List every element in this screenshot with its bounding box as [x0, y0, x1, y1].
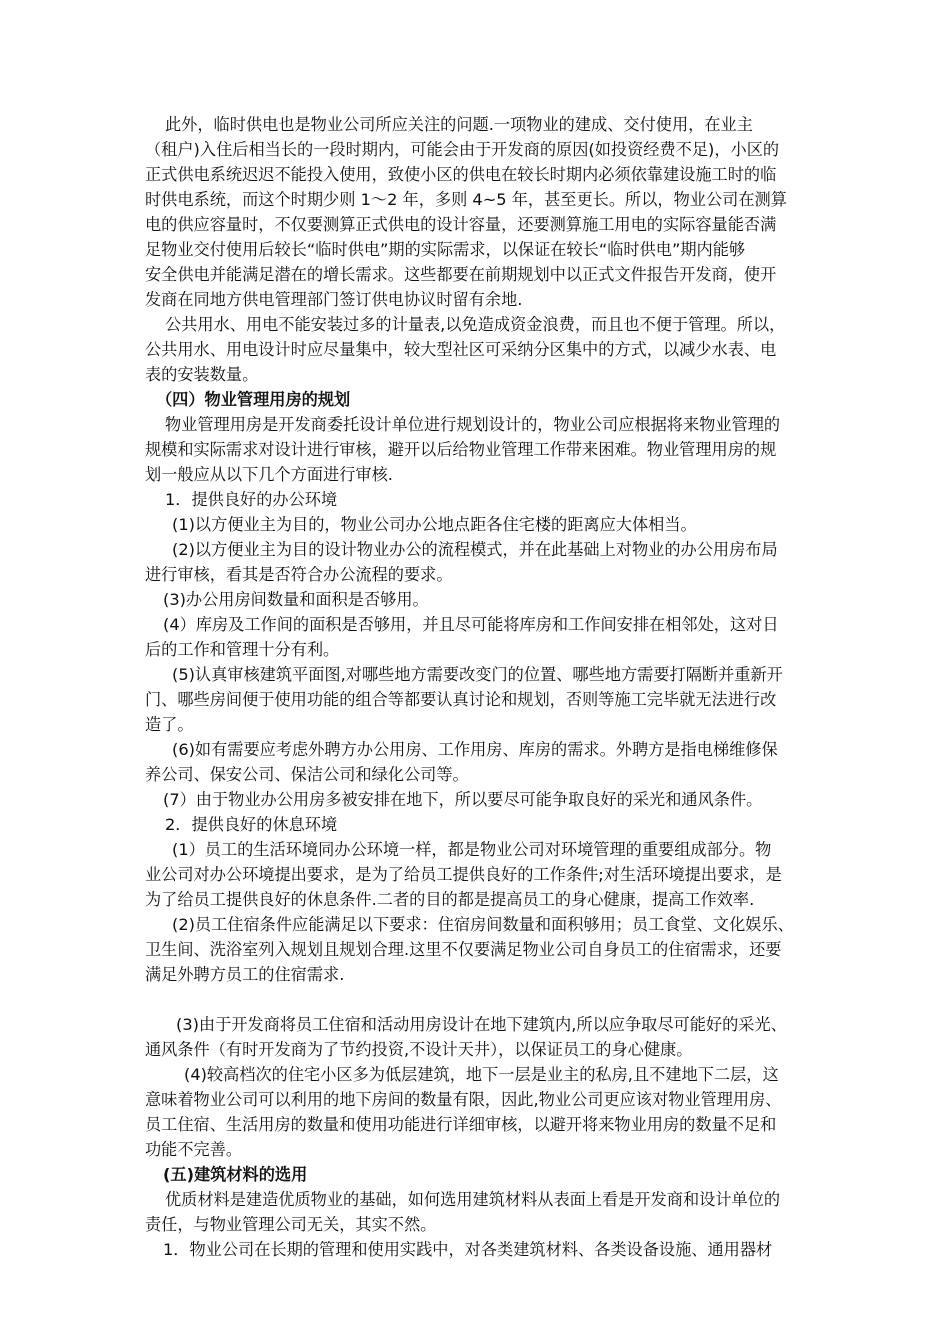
paragraph-line: 功能不完善。: [145, 1140, 243, 1159]
paragraph-line: (2)以方便业主为目的设计物业办公的流程模式，并在此基础上对物业的办公用房布局: [172, 540, 778, 559]
section-heading: （四）物业管理用房的规划: [156, 390, 351, 409]
paragraph-line: 后的工作和管理十分有利。: [145, 640, 340, 659]
paragraph-line: 安全供电并能满足潜在的增长需求。这些都要在前期规划中以正式文件报告开发商，使开: [145, 265, 777, 284]
paragraph-line: 公共用水、用电不能安装过多的计量表,以免造成资金浪费，而且也不便于管理。所以，: [165, 315, 786, 334]
paragraph-line: (1）员工的生活环境同办公环境一样，都是物业公司对环境管理的重要组成部分。物: [172, 840, 772, 859]
paragraph-line: 规模和实际需求对设计进行审核，避开以后给物业管理工作带来困难。物业管理用房的规: [145, 440, 777, 459]
paragraph-line: 门、哪些房间便于使用功能的组合等都要认真讨论和规划，否则等施工完毕就无法进行改: [145, 690, 777, 709]
paragraph-line: (7）由于物业办公用房多被安排在地下，所以要尽可能争取良好的采光和通风条件。: [163, 790, 763, 809]
paragraph-line: （租户)入住后相当长的一段时期内，可能会由于开发商的原因(如投资经费不足)，小区的: [145, 140, 780, 159]
paragraph-line: 员工住宿、生活用房的数量和使用功能进行详细审核，以避开将来物业用房的数量不足和: [145, 1115, 777, 1134]
paragraph-line: 养公司、保安公司、保洁公司和绿化公司等。: [145, 765, 469, 784]
paragraph-line: 卫生间、洗浴室列入规划且规划合理.这里不仅要满足物业公司自身员工的住宿需求，还要: [145, 940, 782, 959]
paragraph-line: 业公司对办公环境提出要求，是为了给员工提供良好的工作条件;对生活环境提出要求，是: [145, 865, 782, 884]
section-heading: (五)建筑材料的选用: [163, 1165, 308, 1184]
paragraph-line: 正式供电系统迟迟不能投入使用，致使小区的供电在较长时期内必须依靠建设施工时的临: [145, 165, 777, 184]
paragraph-line: (6)如有需要应考虑外聘方办公用房、工作用房、库房的需求。外聘方是指电梯维修保: [172, 740, 778, 759]
paragraph-line: 优质材料是建造优质物业的基础，如何选用建筑材料从表面上看是开发商和设计单位的: [165, 1190, 781, 1209]
paragraph-line: 为了给员工提供良好的休息条件.二者的目的都是提高员工的身心健康，提高工作效率.: [145, 890, 755, 909]
paragraph-line: 责任，与物业管理公司无关，其实不然。: [145, 1215, 437, 1234]
paragraph-line: 划一般应从以下几个方面进行审核.: [145, 465, 393, 484]
paragraph-line: 满足外聘方员工的住宿需求.: [145, 965, 345, 984]
paragraph-line: (1)以方便业主为目的，物业公司办公地点距各住宅楼的距离应大体相当。: [172, 515, 697, 534]
paragraph-line: 足物业交付使用后较长“临时供电”期的实际需求，以保证在较长“临时供电”期内能够: [145, 240, 746, 259]
paragraph-line: 此外，临时供电也是物业公司所应关注的问题.一项物业的建成、交付使用，在业主: [165, 115, 753, 134]
paragraph-line: 进行审核，看其是否符合办公流程的要求。: [145, 565, 453, 584]
paragraph-line: (3)办公用房间数量和面积是否够用。: [163, 590, 429, 609]
paragraph-line: 造了。: [145, 715, 194, 734]
paragraph-line: (3)由于开发商将员工住宿和活动用房设计在地下建筑内,所以应争取尽可能好的采光、: [176, 1015, 787, 1034]
subsection-heading: 1．提供良好的办公环境: [165, 490, 338, 509]
paragraph-line: (2)员工住宿条件应能满足以下要求：住宿房间数量和面积够用；员工食堂、文化娱乐、: [172, 915, 794, 934]
paragraph-line: (4)较高档次的住宅小区多为低层建筑，地下一层是业主的私房,且不建地下二层，这: [184, 1065, 779, 1084]
paragraph-line: 发商在同地方供电管理部门签订供电协议时留有余地.: [145, 290, 523, 309]
subsection-heading: 2．提供良好的休息环境: [165, 815, 338, 834]
paragraph-line: 通风条件（有时开发商为了节约投资,不设计天井），以保证员工的身心健康。: [145, 1040, 693, 1059]
paragraph-line: 时供电系统，而这个时期少则 1～2 年，多则 4~5 年，甚至更长。所以，物业公司在测算: [145, 190, 787, 209]
paragraph-line: 物业管理用房是开发商委托设计单位进行规划设计的，物业公司应根据将来物业管理的: [165, 415, 781, 434]
paragraph-line: 公共用水、用电设计时应尽量集中，较大型社区可采纳分区集中的方式，以减少水表、电: [145, 340, 777, 359]
paragraph-line: 电的供应容量时，不仅要测算正式供电的设计容量，还要测算施工用电的实际容量能否满: [145, 215, 777, 234]
paragraph-line: 表的安装数量。: [145, 365, 259, 384]
paragraph-line: 1．物业公司在长期的管理和使用实践中，对各类建筑材料、各类设备设施、通用器材: [163, 1240, 773, 1259]
paragraph-line: 意味着物业公司可以利用的地下房间的数量有限，因此,物业公司更应该对物业管理用房、: [145, 1090, 782, 1109]
paragraph-line: (5)认真审核建筑平面图,对哪些地方需要改变门的位置、哪些地方需要打隔断并重新开: [172, 665, 783, 684]
paragraph-line: (4）库房及工作间的面积是否够用，并且尽可能将库房和工作间安排在相邻处，这对日: [163, 615, 779, 634]
